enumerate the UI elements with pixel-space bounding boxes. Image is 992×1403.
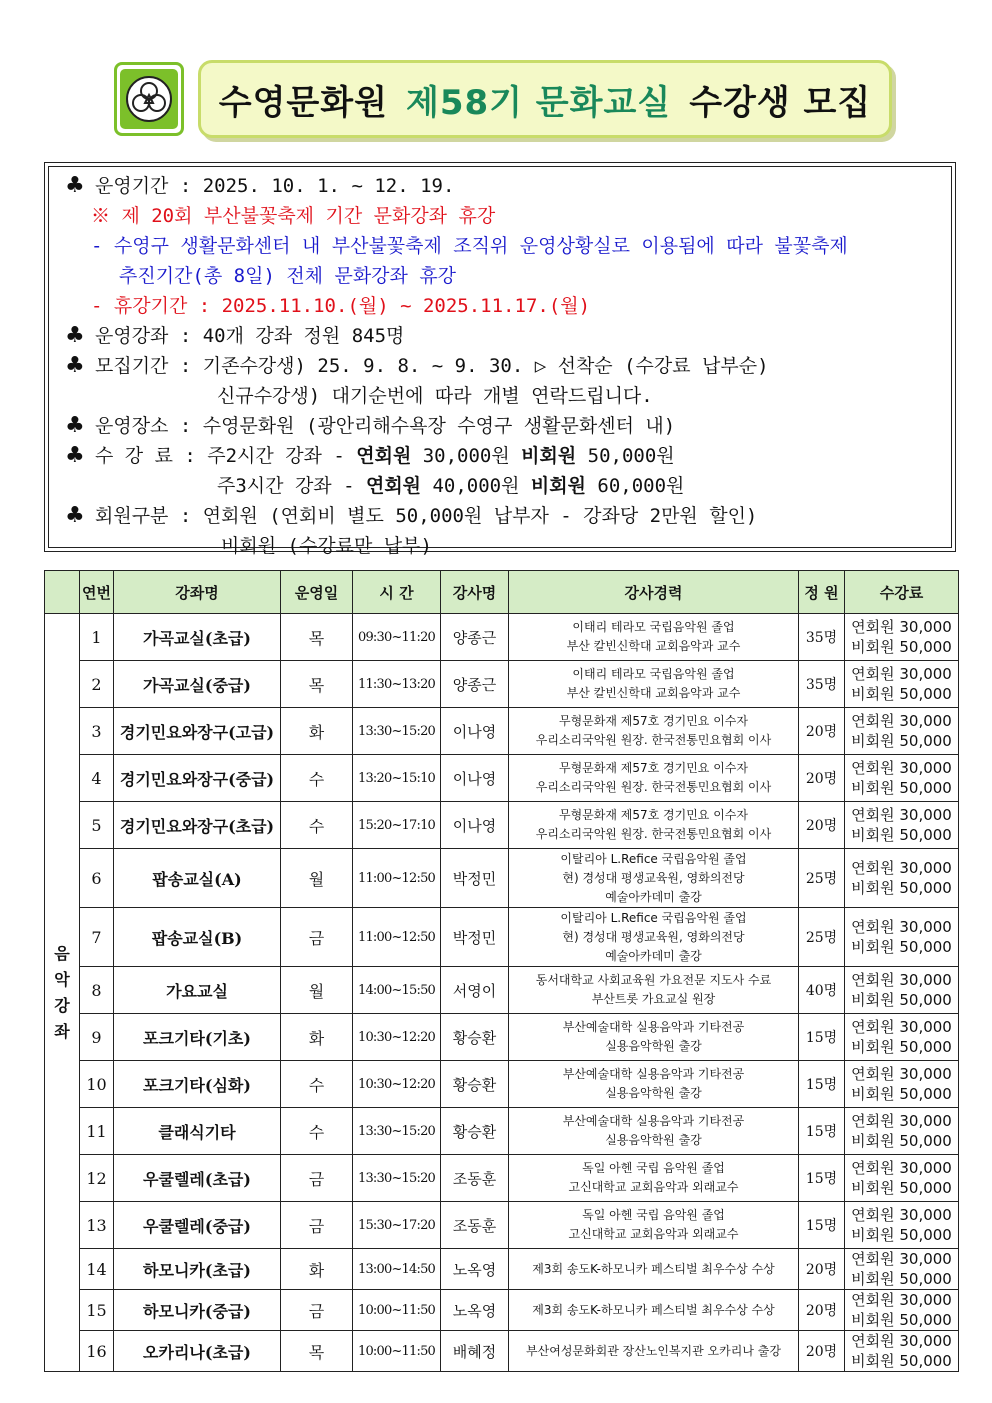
course-name: 경기민요와장구(중급) <box>114 755 281 802</box>
tuition-fee-line: 비회원 50,000 <box>851 685 952 703</box>
instructor-career <box>509 1108 799 1155</box>
course-name: 클래식기타 <box>114 1108 281 1155</box>
tuition-fee-line: 비회원 50,000 <box>851 1179 952 1197</box>
tuition-fee-line: 연회원 30,000 <box>851 665 952 683</box>
header-fee: 수강료 <box>845 571 959 614</box>
info-recruit-new: 신규수강생) 대기순번에 따라 개별 연락드립니다. <box>217 385 653 407</box>
title-term: 제58기 문화교실 <box>405 82 672 123</box>
instructor-name: 황승환 <box>441 1108 509 1155</box>
capacity: 20명 <box>799 1331 845 1372</box>
instructor-career <box>509 1290 799 1331</box>
course-time: 14:00~15:50 <box>353 967 441 1014</box>
capacity: 15명 <box>799 1061 845 1108</box>
course-name: 팝송교실(A) <box>114 849 281 908</box>
instructor-career <box>509 1014 799 1061</box>
instructor-career-line: 우리소리국악원 원장. 한국전통민요협회 이사 <box>535 827 772 841</box>
info-courses <box>65 321 935 351</box>
course-name: 우쿨렐레(중급) <box>114 1202 281 1249</box>
tuition-fee <box>845 849 959 908</box>
course-time: 13:00~14:50 <box>353 1249 441 1290</box>
club-icon: ♣ <box>65 413 85 438</box>
instructor-career-line: 무형문화재 제57호 경기민요 이수자 <box>558 761 748 775</box>
tuition-fee-line: 비회원 50,000 <box>851 1226 952 1244</box>
course-day: 수 <box>281 1108 353 1155</box>
instructor-career <box>509 908 799 967</box>
header-category <box>45 571 80 614</box>
tuition-fee <box>845 967 959 1014</box>
tuition-fee-line: 비회원 50,000 <box>851 1038 952 1056</box>
header-time: 시 간 <box>353 571 441 614</box>
course-name: 우쿨렐레(초급) <box>114 1155 281 1202</box>
table-row <box>45 1061 959 1108</box>
capacity: 20명 <box>799 1290 845 1331</box>
info-fee-3h <box>65 471 935 501</box>
instructor-career-line: 독일 아헨 국립 음악원 졸업 <box>582 1161 725 1175</box>
table-row <box>45 1290 959 1331</box>
info-fee <box>65 441 935 471</box>
capacity: 20명 <box>799 802 845 849</box>
instructor-career-line: 제3회 송도K-하모니카 페스티벌 최우수상 수상 <box>532 1302 775 1317</box>
tuition-fee <box>845 755 959 802</box>
instructor-career-line: 이탈리아 L.Refice 국립음악원 졸업 <box>560 851 747 866</box>
tuition-fee-line: 연회원 30,000 <box>851 918 952 936</box>
info-recruit <box>65 351 935 381</box>
club-icon: ♣ <box>65 443 85 468</box>
course-time: 10:30~12:20 <box>353 1061 441 1108</box>
fee-nonmember-value: 50,000원 <box>576 445 675 467</box>
instructor-name: 이나영 <box>441 802 509 849</box>
row-number: 5 <box>80 802 114 849</box>
instructor-career-line: 이태리 테라모 국립음악원 졸업 <box>572 667 735 681</box>
instructor-career <box>509 1331 799 1372</box>
course-day: 수 <box>281 755 353 802</box>
club-icon: ♣ <box>65 323 85 348</box>
table-row <box>45 1014 959 1061</box>
course-name: 오카리나(초급) <box>114 1331 281 1372</box>
course-name: 하모니카(초급) <box>114 1249 281 1290</box>
instructor-career <box>509 967 799 1014</box>
culture-center-logo <box>114 62 184 136</box>
course-time: 13:30~15:20 <box>353 1155 441 1202</box>
course-time: 09:30~11:20 <box>353 614 441 661</box>
instructor-career-line: 우리소리국악원 원장. 한국전통민요협회 이사 <box>535 780 772 794</box>
fee3-member-label: 연회원 <box>365 475 422 497</box>
period-text: 운영기간 : 2025. 10. 1. ~ 12. 19. <box>95 175 455 197</box>
instructor-career-line: 부산여성문화회관 장산노인복지관 오카리나 출강 <box>526 1343 781 1358</box>
instructor-name: 박정민 <box>441 849 509 908</box>
instructor-career <box>509 708 799 755</box>
capacity: 40명 <box>799 967 845 1014</box>
instructor-career-line: 부산트롯 가요교실 원장 <box>591 992 716 1006</box>
capacity: 20명 <box>799 755 845 802</box>
capacity: 15명 <box>799 1202 845 1249</box>
tuition-fee-line: 연회원 30,000 <box>851 759 952 777</box>
tuition-fee <box>845 1202 959 1249</box>
table-row <box>45 661 959 708</box>
instructor-career-line: 실용음악학원 출강 <box>605 1039 702 1053</box>
tuition-fee-line: 연회원 30,000 <box>851 1018 952 1036</box>
capacity: 25명 <box>799 849 845 908</box>
title-org: 수영문화원 <box>218 82 388 123</box>
course-day: 목 <box>281 661 353 708</box>
instructor-career-line: 독일 아헨 국립 음악원 졸업 <box>582 1208 725 1222</box>
title-recruit: 수강생 모집 <box>689 82 872 123</box>
tuition-fee-line: 비회원 50,000 <box>851 779 952 797</box>
course-time: 15:20~17:10 <box>353 802 441 849</box>
row-number: 13 <box>80 1202 114 1249</box>
instructor-name: 박정민 <box>441 908 509 967</box>
club-icon: ♣ <box>65 173 85 198</box>
row-number: 3 <box>80 708 114 755</box>
tuition-fee-line: 연회원 30,000 <box>851 1250 952 1268</box>
capacity: 15명 <box>799 1108 845 1155</box>
course-day: 수 <box>281 1061 353 1108</box>
tuition-fee-line: 비회원 50,000 <box>851 1270 952 1288</box>
fee-label: 수 강 료 : 주2시간 강좌 - <box>95 445 357 467</box>
course-name: 가곡교실(중급) <box>114 661 281 708</box>
instructor-career <box>509 1249 799 1290</box>
course-name: 경기민요와장구(초급) <box>114 802 281 849</box>
course-time: 11:30~13:20 <box>353 661 441 708</box>
course-name: 경기민요와장구(고급) <box>114 708 281 755</box>
course-time: 13:30~15:20 <box>353 1108 441 1155</box>
course-name: 가요교실 <box>114 967 281 1014</box>
club-icon: ♣ <box>65 503 85 528</box>
instructor-career <box>509 849 799 908</box>
instructor-career-line: 부산 칼빈신학대 교회음악과 교수 <box>566 639 741 653</box>
table-header-row <box>45 571 959 614</box>
tuition-fee-line: 비회원 50,000 <box>851 879 952 897</box>
header-no: 연번 <box>80 571 114 614</box>
table-row <box>45 1249 959 1290</box>
instructor-career-line: 무형문화재 제57호 경기민요 이수자 <box>558 808 748 822</box>
instructor-name: 이나영 <box>441 755 509 802</box>
instructor-name: 노옥영 <box>441 1249 509 1290</box>
tuition-fee-line: 비회원 50,000 <box>851 1311 952 1329</box>
tuition-fee-line: 비회원 50,000 <box>851 638 952 656</box>
fee-member-value: 30,000원 <box>411 445 522 467</box>
instructor-career-line: 제3회 송도K-하모니카 페스티벌 최우수상 수상 <box>532 1261 775 1276</box>
table-row <box>45 802 959 849</box>
course-day: 화 <box>281 1249 353 1290</box>
instructor-name: 배혜정 <box>441 1331 509 1372</box>
tuition-fee-line: 연회원 30,000 <box>851 1332 952 1350</box>
course-name: 가곡교실(초급) <box>114 614 281 661</box>
table-row <box>45 755 959 802</box>
instructor-career-line: 무형문화재 제57호 경기민요 이수자 <box>558 714 748 728</box>
course-time: 13:20~15:10 <box>353 755 441 802</box>
instructor-career <box>509 614 799 661</box>
notice-title: ※ 제 20회 부산불꽃축제 기간 문화강좌 휴강 <box>91 205 496 227</box>
course-time: 11:00~12:50 <box>353 908 441 967</box>
tuition-fee-line: 연회원 30,000 <box>851 1065 952 1083</box>
table-row <box>45 614 959 661</box>
header-capacity: 정 원 <box>799 571 845 614</box>
tuition-fee-line: 비회원 50,000 <box>851 991 952 1009</box>
instructor-name: 노옥영 <box>441 1290 509 1331</box>
table-row <box>45 708 959 755</box>
table-row <box>45 1331 959 1372</box>
capacity: 15명 <box>799 1155 845 1202</box>
instructor-career-line: 부산예술대학 실용음악과 기타전공 <box>562 1067 745 1081</box>
capacity: 25명 <box>799 908 845 967</box>
club-icon: ♣ <box>65 353 85 378</box>
instructor-name: 조동훈 <box>441 1155 509 1202</box>
course-time: 11:00~12:50 <box>353 849 441 908</box>
course-name: 하모니카(중급) <box>114 1290 281 1331</box>
course-time: 10:30~12:20 <box>353 1014 441 1061</box>
instructor-name: 양종근 <box>441 661 509 708</box>
tuition-fee-line: 비회원 50,000 <box>851 1085 952 1103</box>
instructor-career-line: 부산 칼빈신학대 교회음악과 교수 <box>566 686 741 700</box>
table-row <box>45 849 959 908</box>
row-number: 15 <box>80 1290 114 1331</box>
tuition-fee <box>845 802 959 849</box>
tuition-fee-line: 비회원 50,000 <box>851 938 952 956</box>
instructor-career-line: 우리소리국악원 원장. 한국전통민요협회 이사 <box>535 733 772 747</box>
tuition-fee-line: 비회원 50,000 <box>851 826 952 844</box>
tuition-fee <box>845 708 959 755</box>
tuition-fee <box>845 1155 959 1202</box>
capacity: 15명 <box>799 1014 845 1061</box>
fee-member-label: 연회원 <box>356 445 412 467</box>
course-day: 월 <box>281 849 353 908</box>
table-row <box>45 1108 959 1155</box>
info-member <box>65 501 935 531</box>
instructor-career-line: 부산예술대학 실용음악과 기타전공 <box>562 1020 745 1034</box>
instructor-career-line: 고신대학교 교회음악과 외래교수 <box>568 1180 739 1194</box>
row-number: 11 <box>80 1108 114 1155</box>
instructor-career-line: 실용음악학원 출강 <box>605 1086 702 1100</box>
course-day: 금 <box>281 1155 353 1202</box>
instructor-career-line: 예술아카데미 출강 <box>605 948 702 963</box>
instructor-career-line: 예술아카데미 출강 <box>605 889 702 904</box>
tuition-fee <box>845 908 959 967</box>
course-day: 금 <box>281 1290 353 1331</box>
tuition-fee-line: 비회원 50,000 <box>851 1352 952 1370</box>
instructor-name: 이나영 <box>441 708 509 755</box>
instructor-name: 서영이 <box>441 967 509 1014</box>
place-text: 운영장소 : 수영문화원 (광안리해수욕장 수영구 생활문화센터 내) <box>95 415 676 437</box>
tuition-fee <box>845 661 959 708</box>
header-day: 운영일 <box>281 571 353 614</box>
row-number: 16 <box>80 1331 114 1372</box>
capacity: 20명 <box>799 708 845 755</box>
instructor-career-line: 현) 경성대 평생교육원, 영화의전당 <box>562 870 745 885</box>
row-number: 12 <box>80 1155 114 1202</box>
table-row <box>45 1155 959 1202</box>
tuition-fee-line: 연회원 30,000 <box>851 859 952 877</box>
page-title <box>198 60 892 138</box>
tuition-fee <box>845 1331 959 1372</box>
instructor-career-line: 동서대학교 사회교육원 가요전문 지도사 수료 <box>535 973 772 987</box>
header-career: 강사경력 <box>509 571 799 614</box>
info-period <box>65 171 935 201</box>
tuition-fee-line: 연회원 30,000 <box>851 618 952 636</box>
instructor-name: 조동훈 <box>441 1202 509 1249</box>
instructor-career-line: 고신대학교 교회음악과 외래교수 <box>568 1227 739 1241</box>
category-cell: 음 악 강 좌 <box>45 614 80 1372</box>
member-text: 회원구분 : 연회원 (연회비 별도 50,000원 납부자 - 강좌당 2만원 할인) <box>95 505 758 527</box>
instructor-name: 황승환 <box>441 1014 509 1061</box>
course-day: 화 <box>281 708 353 755</box>
tuition-fee <box>845 614 959 661</box>
header-name: 강좌명 <box>114 571 281 614</box>
instructor-career <box>509 802 799 849</box>
instructor-career <box>509 1061 799 1108</box>
notice-line3: - 휴강기간 : 2025.11.10.(월) ~ 2025.11.17.(월) <box>91 295 591 317</box>
instructor-career-line: 이탈리아 L.Refice 국립음악원 졸업 <box>560 910 747 925</box>
header <box>114 60 894 140</box>
row-number: 1 <box>80 614 114 661</box>
info-member-non: 비회원 (수강료만 납부) <box>221 535 432 557</box>
fee3-member-value: 40,000원 <box>421 475 531 497</box>
course-day: 목 <box>281 614 353 661</box>
info-place <box>65 411 935 441</box>
instructor-name: 양종근 <box>441 614 509 661</box>
course-day: 금 <box>281 1202 353 1249</box>
recruit-text: 모집기간 : 기존수강생) 25. 9. 8. ~ 9. 30. ▷ 선착순 (수강료 납부순) <box>95 355 769 377</box>
instructor-career <box>509 1155 799 1202</box>
row-number: 10 <box>80 1061 114 1108</box>
table-row <box>45 908 959 967</box>
course-table <box>44 570 959 1372</box>
tuition-fee-line: 비회원 50,000 <box>851 1132 952 1150</box>
instructor-career-line: 실용음악학원 출강 <box>605 1133 702 1147</box>
tuition-fee-line: 연회원 30,000 <box>851 1206 952 1224</box>
row-number: 2 <box>80 661 114 708</box>
fee-nonmember-label: 비회원 <box>521 445 577 467</box>
tuition-fee <box>845 1249 959 1290</box>
table-body <box>45 614 959 1372</box>
header-instructor: 강사명 <box>441 571 509 614</box>
row-number: 14 <box>80 1249 114 1290</box>
instructor-career <box>509 1202 799 1249</box>
course-day: 목 <box>281 1331 353 1372</box>
row-number: 8 <box>80 967 114 1014</box>
instructor-career <box>509 755 799 802</box>
tuition-fee <box>845 1014 959 1061</box>
course-time: 13:30~15:20 <box>353 708 441 755</box>
course-name: 포크기타(기초) <box>114 1014 281 1061</box>
instructor-career-line: 현) 경성대 평생교육원, 영화의전당 <box>562 929 745 944</box>
row-number: 6 <box>80 849 114 908</box>
tuition-fee-line: 연회원 30,000 <box>851 1112 952 1130</box>
tuition-fee-line: 연회원 30,000 <box>851 806 952 824</box>
info-box <box>44 162 956 557</box>
tuition-fee <box>845 1290 959 1331</box>
capacity: 20명 <box>799 1249 845 1290</box>
course-name: 포크기타(심화) <box>114 1061 281 1108</box>
tuition-fee-line: 연회원 30,000 <box>851 1291 952 1309</box>
fee3-nonmember-value: 60,000원 <box>585 475 685 497</box>
tuition-fee-line: 연회원 30,000 <box>851 712 952 730</box>
course-name: 팝송교실(B) <box>114 908 281 967</box>
table-row <box>45 1202 959 1249</box>
tuition-fee <box>845 1061 959 1108</box>
notice-line1: - 수영구 생활문화센터 내 부산불꽃축제 조직위 운영상황실로 이용됨에 따라 불꽃축제 <box>91 235 848 257</box>
tuition-fee <box>845 1108 959 1155</box>
course-day: 월 <box>281 967 353 1014</box>
capacity: 35명 <box>799 661 845 708</box>
courses-text: 운영강좌 : 40개 강좌 정원 845명 <box>95 325 405 347</box>
instructor-career-line: 이태리 테라모 국립음악원 졸업 <box>572 620 735 634</box>
tuition-fee-line: 연회원 30,000 <box>851 1159 952 1177</box>
notice-line2: 추진기간(총 8일) 전체 문화강좌 휴강 <box>119 265 457 287</box>
course-time: 10:00~11:50 <box>353 1290 441 1331</box>
course-day: 수 <box>281 802 353 849</box>
instructor-career <box>509 661 799 708</box>
instructor-name: 황승환 <box>441 1061 509 1108</box>
table-row <box>45 967 959 1014</box>
flower-emblem-icon <box>120 69 178 129</box>
course-day: 금 <box>281 908 353 967</box>
instructor-career-line: 부산예술대학 실용음악과 기타전공 <box>562 1114 745 1128</box>
tuition-fee-line: 비회원 50,000 <box>851 732 952 750</box>
capacity: 35명 <box>799 614 845 661</box>
row-number: 7 <box>80 908 114 967</box>
course-time: 15:30~17:20 <box>353 1202 441 1249</box>
row-number: 9 <box>80 1014 114 1061</box>
course-day: 화 <box>281 1014 353 1061</box>
course-time: 10:00~11:50 <box>353 1331 441 1372</box>
fee3-label: 주3시간 강좌 - <box>217 475 366 497</box>
row-number: 4 <box>80 755 114 802</box>
tuition-fee-line: 연회원 30,000 <box>851 971 952 989</box>
fee3-nonmember-label: 비회원 <box>530 475 586 497</box>
